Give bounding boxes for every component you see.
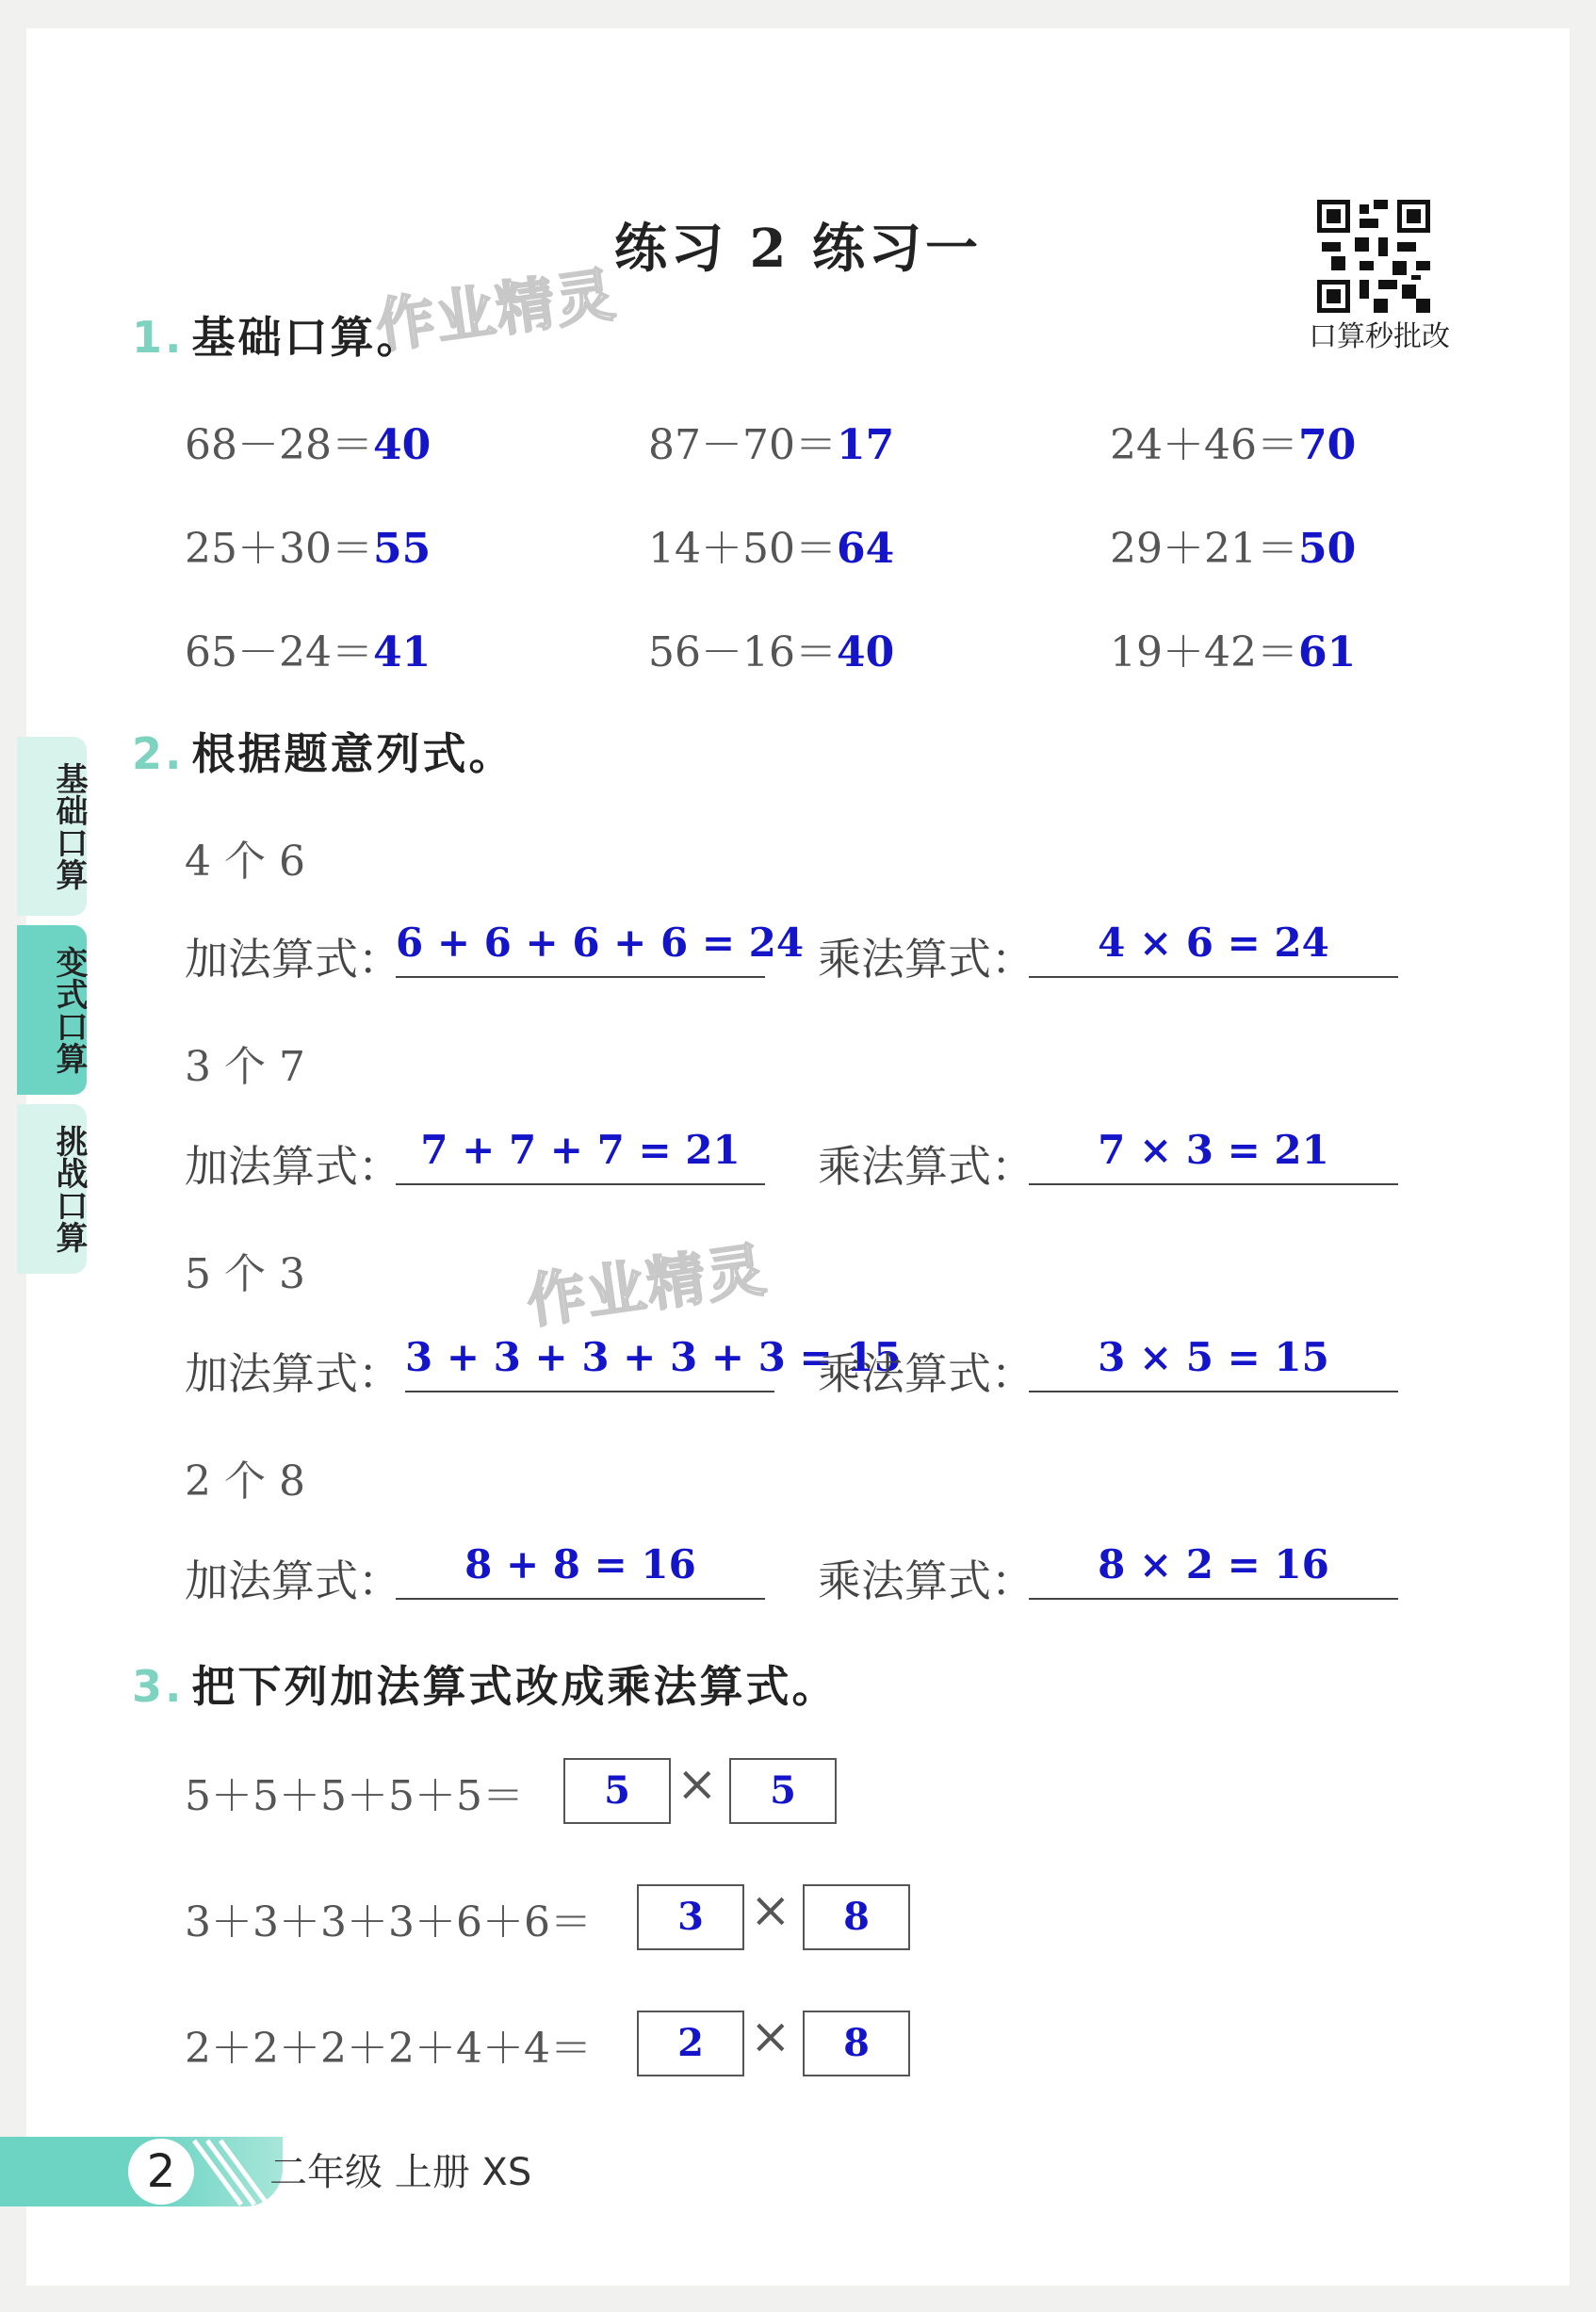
question-text: 基础口算。 [191,312,423,363]
equation: 19＋42＝61 [1110,628,1357,676]
watermark: 作业精灵 [371,259,621,362]
factor-box[interactable]: 5 [563,1758,671,1824]
answer[interactable]: 40 [372,421,432,469]
side-tab-challenge[interactable]: 挑战口算 [17,1104,87,1274]
addition-label: 加法算式： [185,934,401,985]
equation: 14＋50＝64 [648,525,895,573]
answer[interactable]: 61 [1297,628,1357,676]
multiplication-answer-field[interactable]: 7 × 3 = 21 [1029,1127,1398,1185]
addition-label: 加法算式： [185,1141,401,1192]
addition-answer-field[interactable]: 8 + 8 = 16 [396,1541,765,1600]
answer[interactable]: 64 [836,525,895,573]
multiplication-label: 乘法算式： [818,1555,1034,1606]
workbook-page [26,28,1570,2286]
page-title: 练习 2 练习一 [614,218,982,280]
multiplication-label: 乘法算式： [818,1141,1034,1192]
times-sign: × [676,1756,718,1813]
question-number: 3. [132,1661,185,1712]
question-text: 根据题意列式。 [191,728,515,779]
equation: 68－28＝40 [185,421,432,469]
equation: 29＋21＝50 [1110,525,1357,573]
question-number: 2. [132,728,185,779]
equation: 25＋30＝55 [185,525,432,573]
addition-answer-field[interactable]: 3 + 3 + 3 + 3 + 3 = 15 [405,1334,774,1392]
equation: 56－16＝40 [648,628,895,676]
answer[interactable]: 17 [836,421,895,469]
addition-expression: 5＋5＋5＋5＋5＝ [185,1772,524,1820]
qr-code-icon[interactable] [1317,200,1430,313]
factor-box[interactable]: 8 [803,2011,910,2076]
equation: 87－70＝17 [648,421,895,469]
answer[interactable]: 41 [372,628,432,676]
addition-expression: 3＋3＋3＋3＋6＋6＝ [185,1898,592,1946]
multiplication-answer-field[interactable]: 4 × 6 = 24 [1029,920,1398,978]
equation: 24＋46＝70 [1110,421,1357,469]
question-2-heading [132,720,514,782]
multiplication-answer-field[interactable]: 8 × 2 = 16 [1029,1541,1398,1600]
answer[interactable]: 50 [1297,525,1357,573]
side-tab-basic[interactable]: 基础口算 [17,737,87,916]
question-number: 1. [132,312,185,363]
page-number: 2 [128,2139,194,2205]
answer[interactable]: 55 [372,525,432,573]
factor-box[interactable]: 8 [803,1884,910,1950]
times-sign: × [750,1882,791,1939]
times-sign: × [750,2009,791,2065]
question-1-heading [132,303,422,366]
addition-answer-field[interactable]: 6 + 6 + 6 + 6 = 24 [396,920,765,978]
factor-box[interactable]: 5 [729,1758,837,1824]
question-text: 把下列加法算式改成乘法算式。 [191,1661,839,1712]
watermark: 作业精灵 [522,1234,772,1337]
equation: 65－24＝41 [185,628,432,676]
factor-box[interactable]: 2 [637,2011,744,2076]
item-label: 5 个 3 [185,1250,305,1298]
multiplication-answer-field[interactable]: 3 × 5 = 15 [1029,1334,1398,1392]
multiplication-label: 乘法算式： [818,934,1034,985]
item-label: 2 个 8 [185,1457,305,1506]
addition-expression: 2＋2＋2＋2＋4＋4＝ [185,2025,592,2073]
item-label: 3 个 7 [185,1043,305,1091]
question-3-heading [132,1653,838,1715]
multiplication-label: 乘法算式： [818,1348,1034,1399]
answer[interactable]: 40 [836,628,895,676]
footer-grade-text: 二年级 上册 XS [269,2151,532,2194]
side-tab-variant[interactable]: 变式口算 [17,925,87,1095]
addition-answer-field[interactable]: 7 + 7 + 7 = 21 [396,1127,765,1185]
addition-label: 加法算式： [185,1348,401,1399]
item-label: 4 个 6 [185,838,305,886]
addition-label: 加法算式： [185,1555,401,1606]
answer[interactable]: 70 [1297,421,1357,469]
qr-caption: 口算秒批改 [1309,320,1450,353]
factor-box[interactable]: 3 [637,1884,744,1950]
